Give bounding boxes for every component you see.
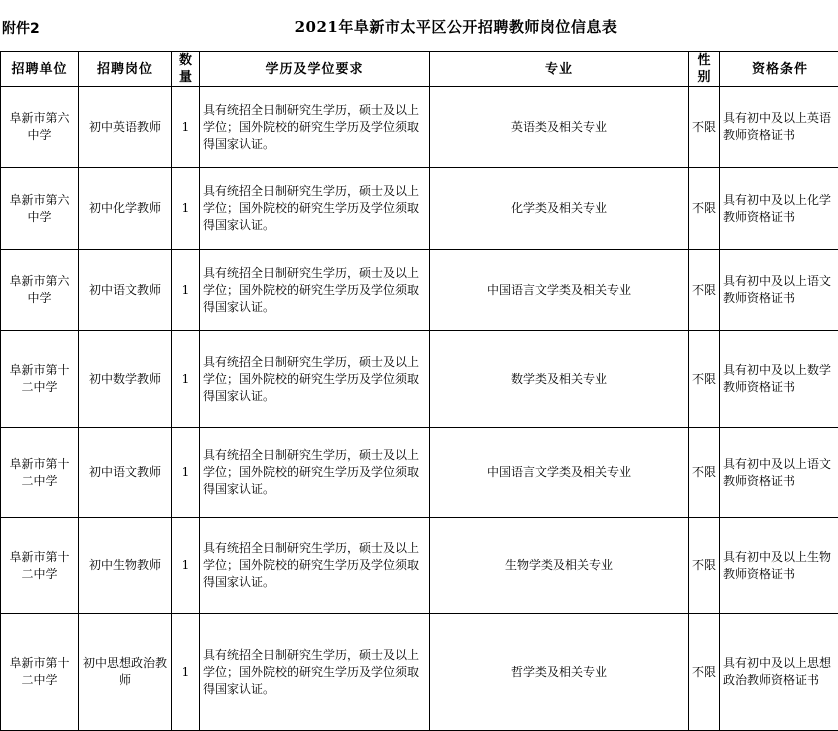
education-cell: 具有统招全日制研究生学历，硕士及以上学位；国外院校的研究生学历及学位须取得国家认证。: [200, 250, 430, 331]
gender-cell: 不限: [689, 428, 720, 518]
qualification-cell: 具有初中及以上语文教师资格证书: [720, 428, 838, 518]
table-row: [1, 87, 838, 168]
page-title: 2021年阜新市太平区公开招聘教师岗位信息表: [200, 16, 712, 37]
table-row: [1, 614, 838, 731]
count-cell: 1: [172, 250, 200, 331]
gender-cell: 不限: [689, 614, 720, 731]
education-cell: 具有统招全日制研究生学历，硕士及以上学位；国外院校的研究生学历及学位须取得国家认证。: [200, 331, 430, 428]
unit-cell: 阜新市第十二中学: [1, 518, 79, 614]
education-cell: 具有统招全日制研究生学历，硕士及以上学位；国外院校的研究生学历及学位须取得国家认证。: [200, 428, 430, 518]
education-cell: 具有统招全日制研究生学历，硕士及以上学位；国外院校的研究生学历及学位须取得国家认证。: [200, 168, 430, 250]
header-gender: 性别: [689, 52, 720, 87]
table-row: [1, 518, 838, 614]
education-cell: 具有统招全日制研究生学历，硕士及以上学位；国外院校的研究生学历及学位须取得国家认证。: [200, 518, 430, 614]
gender-cell: 不限: [689, 518, 720, 614]
table-row: [1, 168, 838, 250]
position-cell: 初中生物教师: [79, 518, 172, 614]
major-cell: 哲学类及相关专业: [430, 614, 689, 731]
count-cell: 1: [172, 518, 200, 614]
header-row: [1, 52, 838, 87]
attachment-label: 附件2: [2, 18, 40, 38]
count-cell: 1: [172, 331, 200, 428]
major-cell: 英语类及相关专业: [430, 87, 689, 168]
unit-cell: 阜新市第六中学: [1, 250, 79, 331]
qualification-cell: 具有初中及以上思想政治教师资格证书: [720, 614, 838, 731]
major-cell: 生物学类及相关专业: [430, 518, 689, 614]
position-cell: 初中思想政治教师: [79, 614, 172, 731]
qualification-cell: 具有初中及以上生物教师资格证书: [720, 518, 838, 614]
unit-cell: 阜新市第六中学: [1, 87, 79, 168]
header-unit: 招聘单位: [1, 52, 79, 87]
position-cell: 初中数学教师: [79, 331, 172, 428]
positions-table: [0, 51, 838, 731]
table-row: [1, 331, 838, 428]
count-cell: 1: [172, 87, 200, 168]
unit-cell: 阜新市第十二中学: [1, 331, 79, 428]
gender-cell: 不限: [689, 168, 720, 250]
major-cell: 化学类及相关专业: [430, 168, 689, 250]
header-major: 专业: [430, 52, 689, 87]
qualification-cell: 具有初中及以上化学教师资格证书: [720, 168, 838, 250]
qualification-cell: 具有初中及以上语文教师资格证书: [720, 250, 838, 331]
gender-cell: 不限: [689, 87, 720, 168]
header-qualification: 资格条件: [720, 52, 838, 87]
count-cell: 1: [172, 614, 200, 731]
unit-cell: 阜新市第十二中学: [1, 428, 79, 518]
table-row: [1, 250, 838, 331]
position-cell: 初中英语教师: [79, 87, 172, 168]
header-education: 学历及学位要求: [200, 52, 430, 87]
unit-cell: 阜新市第十二中学: [1, 614, 79, 731]
header-position: 招聘岗位: [79, 52, 172, 87]
count-cell: 1: [172, 168, 200, 250]
header-count: 数量: [172, 52, 200, 87]
gender-cell: 不限: [689, 250, 720, 331]
education-cell: 具有统招全日制研究生学历，硕士及以上学位；国外院校的研究生学历及学位须取得国家认证。: [200, 614, 430, 731]
major-cell: 数学类及相关专业: [430, 331, 689, 428]
qualification-cell: 具有初中及以上英语教师资格证书: [720, 87, 838, 168]
table-row: [1, 428, 838, 518]
unit-cell: 阜新市第六中学: [1, 168, 79, 250]
gender-cell: 不限: [689, 331, 720, 428]
qualification-cell: 具有初中及以上数学教师资格证书: [720, 331, 838, 428]
position-cell: 初中化学教师: [79, 168, 172, 250]
position-cell: 初中语文教师: [79, 428, 172, 518]
position-cell: 初中语文教师: [79, 250, 172, 331]
education-cell: 具有统招全日制研究生学历，硕士及以上学位；国外院校的研究生学历及学位须取得国家认证。: [200, 87, 430, 168]
count-cell: 1: [172, 428, 200, 518]
major-cell: 中国语言文学类及相关专业: [430, 428, 689, 518]
major-cell: 中国语言文学类及相关专业: [430, 250, 689, 331]
